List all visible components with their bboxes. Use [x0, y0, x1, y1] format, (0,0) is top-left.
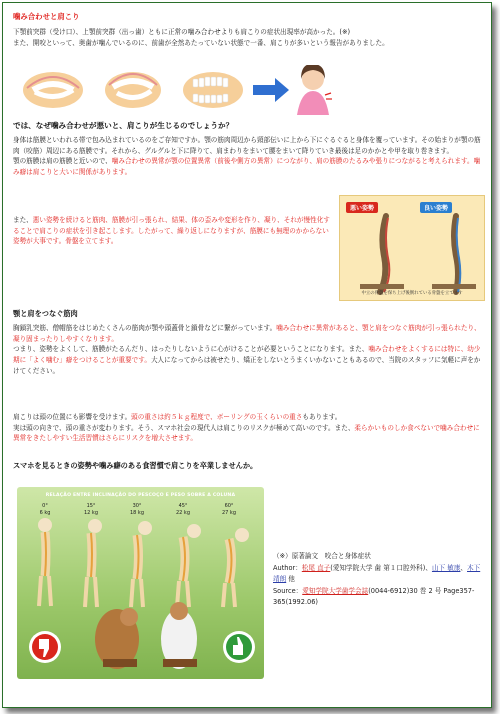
section1-text	[13, 27, 483, 48]
muscle-lead: 胸鎖乳突筋、僧帽筋をはじめたくさんの筋肉が顎や頭蓋骨と鎖骨などに繋がっています。	[13, 324, 277, 332]
section-title-bite-shoulder: 噛み合わせと肩こり	[13, 12, 80, 21]
head-position-lead: 肩こりは頭の位置にも影響を受けます。	[13, 413, 132, 421]
weight-22: 22 kg	[175, 510, 191, 516]
spine-figures	[17, 499, 264, 679]
figure-30	[130, 503, 152, 607]
right-arrow-icon	[253, 78, 289, 102]
weight-12: 12 kg	[83, 510, 99, 516]
closing-line: スマホを見るときの姿勢や噛み癖のある食習慣で肩こりを卒業しませんか。	[13, 461, 258, 470]
smartphone-risk-text: 実は頭の向きで、頭の重さが変わります。そう、スマホ社会の現代人は肩こりのリスクが極めて高いのです。また、	[13, 423, 355, 432]
figure-15	[84, 503, 102, 607]
journal-link[interactable]: 愛知学院大学歯学会誌	[302, 586, 369, 595]
neck-inclination-infographic	[17, 487, 264, 679]
head-weight-highlight: 頭の重さは約５ｋｇ程度で、ボーリングの玉くらいの重さ	[131, 413, 303, 421]
section3-title: 顎と肩をつなぐ筋肉	[13, 309, 78, 318]
jaw-fascia-lead: 顎の筋膜は肩の筋膜と近いので、	[13, 157, 112, 166]
section2-text	[13, 135, 483, 178]
figure-45	[176, 503, 201, 607]
hunched-person-photo	[95, 608, 139, 669]
bad-posture-label: 悪い姿勢	[346, 202, 378, 213]
upright-person-photo	[161, 602, 197, 669]
good-posture-figure	[432, 216, 476, 292]
author-matsuo-link[interactable]: 松尾 直子	[301, 563, 331, 572]
page-frame	[2, 2, 492, 708]
chewing-habit-highlight: 噛み合わせをよくするには特に、幼少期に「よく噛む」癖をつけることが重要です。	[13, 345, 481, 365]
section1-line1: 下顎前突群（受け口）、上顎前突群（出っ歯）ともに正常の噛み合わせよりも肩こりの症状出現率が高かった。(※)	[13, 28, 351, 36]
angle-60: 60°	[224, 503, 234, 509]
angle-15: 15°	[86, 503, 96, 509]
thumbs-down-icon	[29, 631, 61, 663]
figure-60	[222, 503, 249, 607]
angle-45: 45°	[178, 503, 188, 509]
conclusion-lead: つまり、姿勢をよくして、筋膜がたるんだり、はったりしないように心がけることが必要ということになります。また、	[13, 345, 369, 354]
weight-18: 18 kg	[129, 510, 145, 516]
reference-authors: Author：松尾 直子(愛知学院大学 歯 第１口腔外科)、山下 敏康、木下 靖朗 他	[273, 563, 481, 584]
staff-consult-text: 大人になってからは被せたり、矯正をしないとうまくいかないこともあるので、当院のスタッフに気軽に声をかけてください。	[13, 356, 481, 375]
muscle-highlight: 噛み合わせに異常があると、顎と肩をつなぐ筋肉が引っ張られたり、凝り固まったりしやすくなります。	[13, 324, 481, 343]
author-kinoshita-link[interactable]: 木下 靖朗	[273, 563, 481, 584]
jaw-fascia-paragraph	[13, 156, 483, 177]
soft-food-highlight: 柔らかいものしか食べないで噛み合わせに異常をきたしやすい生活習慣はさらにリスクを増大させます。	[13, 423, 480, 443]
fascia-paragraph: 身体は筋膜といわれる帯で包み込まれているのをご存知ですか。顎の筋肉周辺から頸部伝いに上から下にぐるぐると身体を覆っています。その始まりが顎の筋肉（咬筋）周辺にある筋膜です。それから、グルグルと下に降りて、肩まわりをまいて腰をまいて降りていき最後は足のかかとや甲を取り巻きます。	[13, 136, 481, 155]
posture-lead: また、	[13, 216, 33, 224]
posture-comparison-image	[339, 195, 485, 301]
angle-30: 30°	[132, 503, 142, 509]
section1-line2: また、開咬といって、奥歯が噛んでいるのに、前歯が全然あたっていない状態で一番、肩こりが多いという報告がありました。	[13, 38, 389, 47]
posture-highlight: 悪い姿勢を続けると筋肉、筋膜が引っ張られ、結果、体の歪みや変形を作り、凝り、それが慢性化することで肩こりの症状を引き起こします。したがって、繰り返しになりますが、筋膜にも無理のかからない姿勢が大事です。骨盤を立てます。	[13, 216, 330, 246]
woman-shoulder-pain-icon	[297, 65, 332, 115]
figure-0	[38, 503, 52, 606]
weight-0: 6 kg	[39, 510, 51, 516]
reference-block	[273, 551, 488, 609]
posture-caption: 中立の骨盤を保ち上げ後倒れている骨盤を立てます	[361, 291, 463, 296]
reference-note: （※）原著論文 咬合と身体症状	[273, 552, 371, 560]
author-yamashita-link[interactable]: 山下 敏康	[431, 563, 461, 572]
overbite-teeth-icon	[105, 72, 161, 108]
question-heading: では、なぜ噛み合わせが悪いと、肩こりが生じるのでしょうか？	[13, 121, 234, 130]
underbite-teeth-icon	[23, 72, 83, 108]
posture-figures	[340, 210, 484, 300]
angle-0: 0°	[42, 503, 48, 509]
bad-posture-figure	[360, 216, 404, 292]
bite-illustrations	[13, 65, 492, 115]
posture-text	[13, 215, 335, 247]
jaw-fascia-highlight: 噛み合わせの異常が顎の位置異常（前後や側方の異常）につながり、肩の筋膜のたるみや張りにつながると考えられます。噛み癖は肩こりと大いに関係があります。	[13, 157, 481, 177]
good-posture-label: 良い姿勢	[420, 202, 452, 213]
openbite-teeth-icon	[183, 72, 243, 108]
thumbs-up-icon	[223, 631, 255, 663]
reference-source: Source：愛知学院大学歯学会誌(0044-6912)30 巻 2 号 Page357-365(1992.06)	[273, 586, 475, 607]
infographic-title: RELAÇÃO ENTRE INCLINAÇÃO DO PESCOÇO E PESO SOBRE A COLUNA	[45, 493, 236, 498]
section4-text	[13, 412, 483, 444]
head-weight-tail: もあります。	[302, 413, 342, 421]
weight-27: 27 kg	[221, 510, 237, 516]
section3-text	[13, 323, 483, 376]
